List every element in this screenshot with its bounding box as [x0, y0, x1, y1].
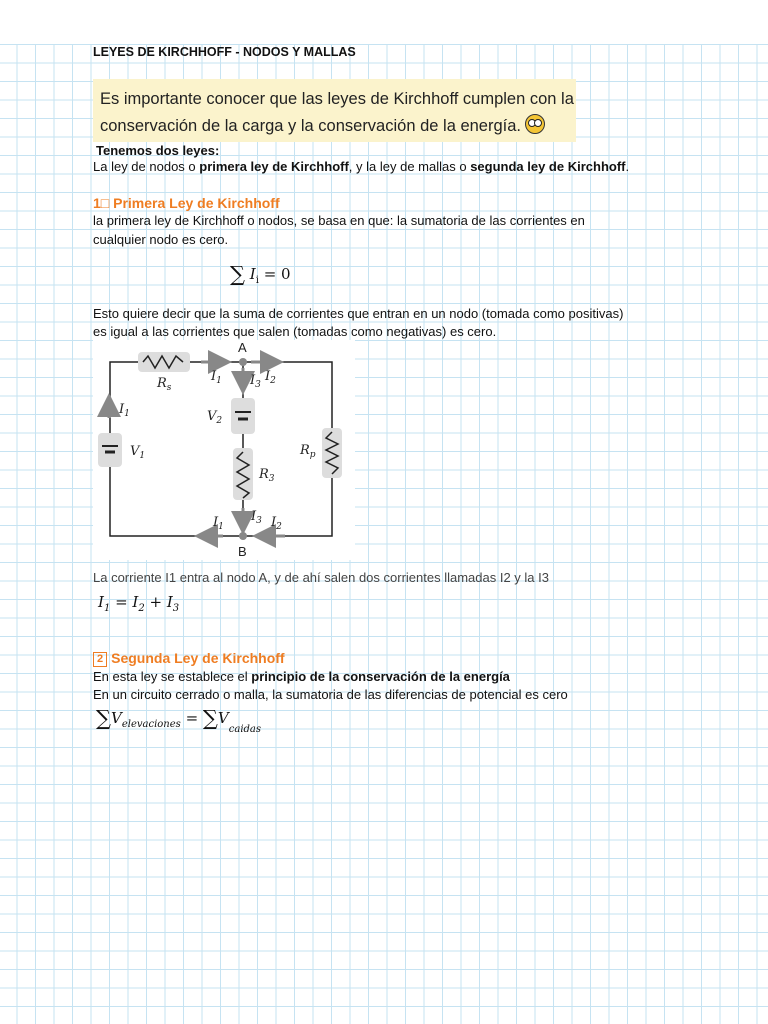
node-a-dot [239, 358, 247, 366]
section-2-heading: 2 Segunda Ley de Kirchhoff [93, 649, 285, 667]
node-a-label: A [238, 340, 247, 355]
highlight-box [93, 79, 576, 142]
section-1-heading: 1□ Primera Ley de Kirchhoff [93, 195, 280, 211]
node-b-dot [239, 532, 247, 540]
highlight-line-1: Es importante conocer que las leyes de Kirchhoff cumplen con la [100, 90, 574, 108]
i1-label-left: $I_1$ [119, 402, 130, 419]
explanation-paragraph: Esto quiere decir que la suma de corrientes que entran en un nodo (tomada como positivas) es igual a las corrientes que salen (tomadas como negativas) es cero. [93, 306, 624, 339]
i2-label-bottom: $I_2$ [271, 515, 282, 532]
i1-label-top: $I_1$ [211, 369, 222, 386]
i3-label-bottom: $I_3$ [251, 509, 262, 526]
circuit-diagram [93, 340, 355, 560]
intro-paragraph: La ley de nodos o primera ley de Kirchhoff, y la ley de mallas o segunda ley de Kirchhoff. [93, 159, 630, 174]
battery-v1 [98, 433, 122, 467]
section-2-line-1: En esta ley se establece el principio de la conservación de la energía [93, 669, 510, 684]
kcl-formula: ∑ $I_i = 0$ [230, 262, 291, 286]
resistor-r3 [233, 448, 253, 500]
i2-label-top: $I_2$ [265, 369, 276, 386]
node-a-note: La corriente I1 entra al nodo A, y de ahí salen dos corrientes llamadas I2 y la I3 [93, 570, 549, 585]
rp-label: $R_p$ [300, 443, 316, 460]
subtitle: Tenemos dos leyes: [96, 143, 220, 158]
highlight-line-2: conservación de la carga y la conservación de la energía. [100, 113, 576, 140]
face-emoji-icon [525, 114, 545, 134]
i1-label-bottom: $I_1$ [213, 515, 224, 532]
page-header-margin [0, 0, 768, 44]
section-2-line-2: En un circuito cerrado o malla, la sumatoria de las diferencias de potencial es cero [93, 687, 568, 702]
i3-label-top: $I_3$ [250, 373, 261, 390]
rs-label: $R_s$ [157, 376, 172, 393]
v2-label: $V_2$ [207, 409, 223, 426]
battery-v2 [231, 398, 255, 434]
node-b-label: B [238, 544, 247, 559]
r3-label: $R_3$ [259, 467, 275, 484]
document-title: LEYES DE KIRCHHOFF - NODOS Y MALLAS [93, 45, 356, 59]
section-number-box: 2 [93, 652, 107, 667]
kvl-formula: $\sum V_{elevaciones} = \sum V_{caidas}$ [96, 706, 262, 735]
section-1-paragraph: la primera ley de Kirchhoff o nodos, se basa en que: la sumatoria de las corrientes en cualquier nodo es cero. [93, 213, 585, 247]
current-equation: $I_1 = I_2 + I_3$ [98, 593, 180, 614]
v1-label: $V_1$ [130, 444, 146, 461]
